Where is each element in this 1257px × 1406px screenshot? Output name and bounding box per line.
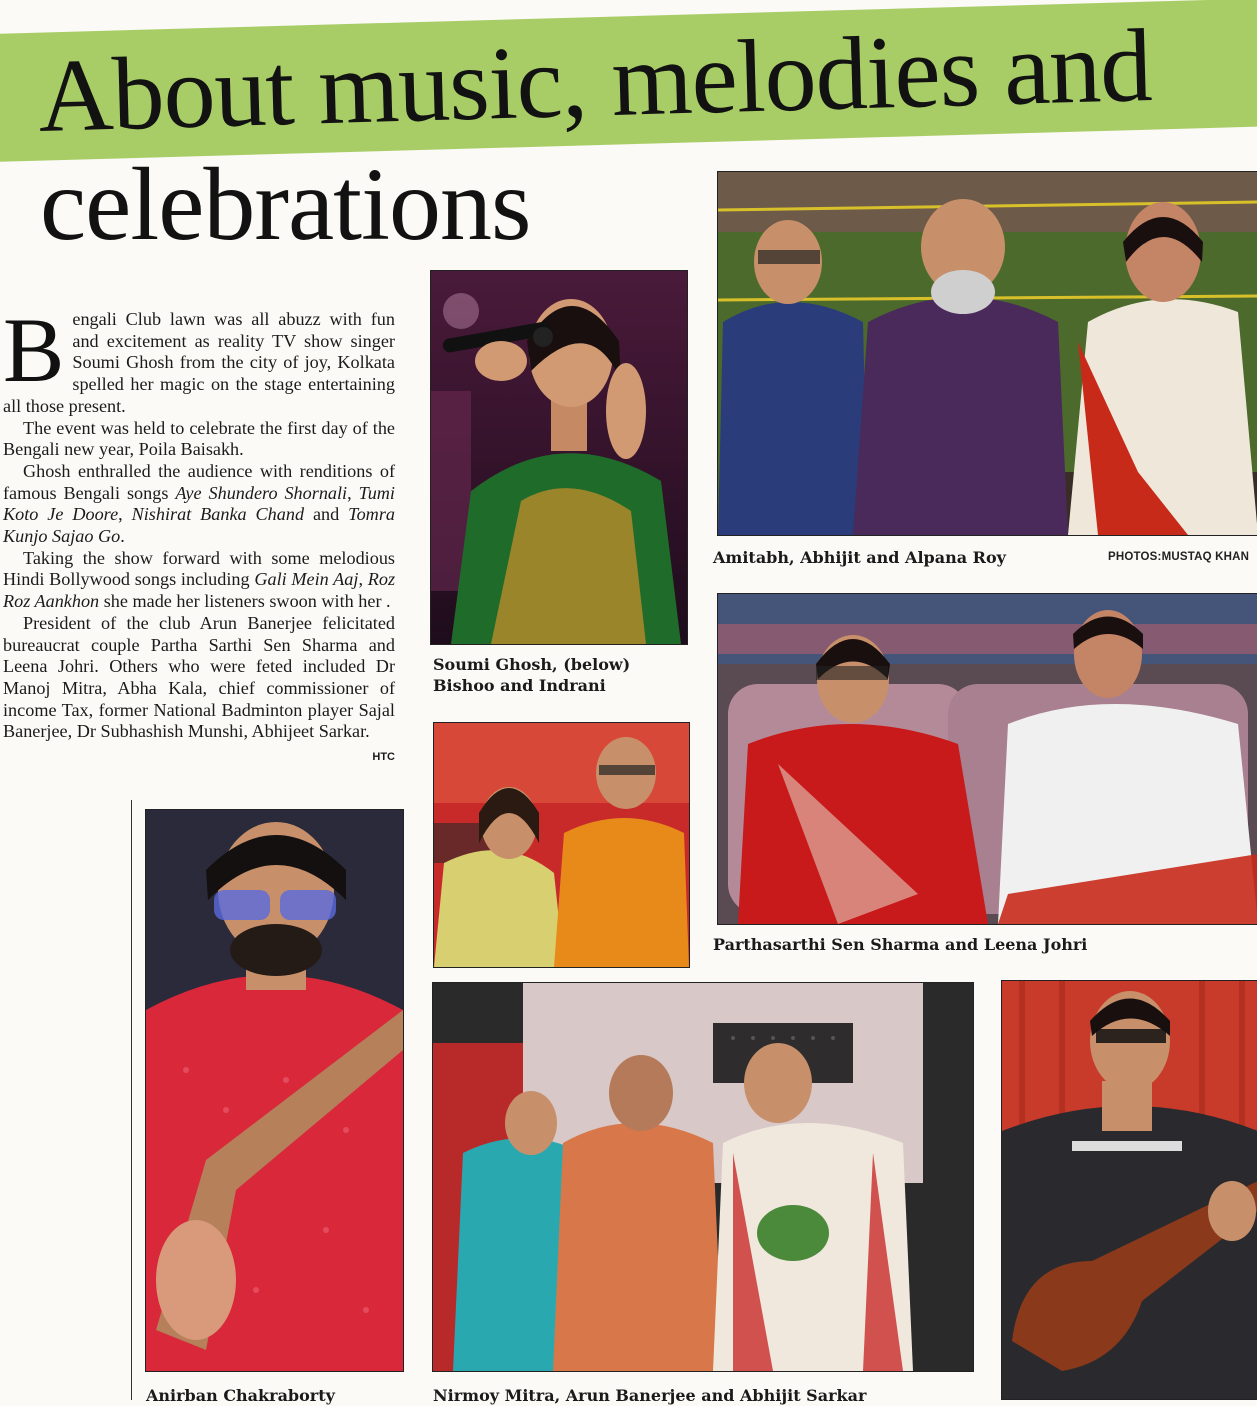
article-paragraph-1 bbox=[3, 299, 395, 418]
photo-credit: PHOTOS:MUSTAQ KHAN bbox=[1108, 551, 1250, 563]
photo-bassist bbox=[1001, 980, 1257, 1400]
song-title: Gali Mein Aaj bbox=[254, 569, 359, 590]
article-paragraph-5 bbox=[3, 612, 395, 764]
photo-felicitation bbox=[432, 982, 974, 1372]
column-divider bbox=[131, 800, 132, 1400]
photo-soumi-ghosh bbox=[430, 270, 688, 645]
singer-illustration bbox=[431, 271, 687, 644]
article-body bbox=[3, 299, 396, 769]
drop-cap: B bbox=[3, 299, 65, 401]
article-paragraph-4 bbox=[3, 548, 395, 613]
caption-anirban: Anirban Chakraborty bbox=[146, 1386, 335, 1405]
photo-bishoo-indrani bbox=[433, 722, 690, 968]
paragraph-text: she made her listeners swoon with her . bbox=[99, 591, 391, 612]
paragraph-text: , bbox=[358, 569, 368, 590]
byline-signature: HTC bbox=[372, 751, 395, 764]
photo-anirban bbox=[145, 809, 404, 1372]
caption-partha: Parthasarthi Sen Sharma and Leena Johri bbox=[713, 935, 1088, 954]
article-paragraph-3 bbox=[3, 461, 395, 548]
headline-line-1: About music, melodies and bbox=[36, 7, 1153, 155]
caption-nirmoy: Nirmoy Mitra, Arun Banerjee and Abhijit Sarkar bbox=[433, 1386, 867, 1405]
paragraph-text: , bbox=[118, 504, 132, 525]
photo-parthasarthi-leena bbox=[717, 593, 1257, 925]
felicitation-illustration bbox=[433, 983, 973, 1371]
song-title: Aye Shundero Shornali bbox=[175, 482, 348, 503]
paragraph-text: President of the club Arun Banerjee felicitated bureaucrat couple Partha Sarthi Sen Sharma and Leena Johri. Others who were feted included Dr Manoj Mitra, Abha Kala, chief commissioner of income Tax, former National Badminton player Sajal Banerjee, Dr Subhashish Munshi, Abhijeet Sarkar. bbox=[3, 612, 395, 742]
couple-illustration bbox=[434, 723, 689, 967]
caption-soumi: Soumi Ghosh, (below) Bishoo and Indrani bbox=[433, 655, 631, 695]
headline-line-2: celebrations bbox=[40, 147, 531, 262]
song-title: Nishirat Banka Chand bbox=[131, 504, 305, 525]
article-paragraph-2: The event was held to celebrate the first day of the Bengali new year, Poila Baisakh. bbox=[3, 417, 395, 460]
paragraph-text: and bbox=[304, 504, 349, 525]
photo-roy-family bbox=[717, 171, 1257, 536]
song-title: Tumi Koto Je Doore bbox=[3, 482, 395, 525]
caption-roy: Amitabh, Abhijit and Alpana Roy bbox=[713, 548, 1006, 567]
paragraph-text: engali Club lawn was all abuzz with fun and excitement as reality TV show singer Soumi Ghosh from the city of joy, Kolkata spelled her magic on the stage entertaining all those present. bbox=[3, 309, 395, 416]
seated-couple-illustration bbox=[718, 594, 1257, 924]
song-title: Roz Roz Aankhon bbox=[3, 569, 396, 612]
song-title: Tomra Kunjo Sajao Go bbox=[3, 504, 395, 547]
paragraph-text: Taking the show forward with some melodious Hindi Bollywood songs including bbox=[3, 547, 395, 590]
guitarist-illustration bbox=[146, 810, 403, 1371]
paragraph-text: , bbox=[347, 482, 359, 503]
bassist-illustration bbox=[1002, 981, 1257, 1399]
seated-guests-illustration bbox=[718, 172, 1257, 535]
paragraph-text: . bbox=[120, 526, 125, 547]
paragraph-text: Ghosh enthralled the audience with renditions of famous Bengali songs bbox=[3, 460, 395, 503]
